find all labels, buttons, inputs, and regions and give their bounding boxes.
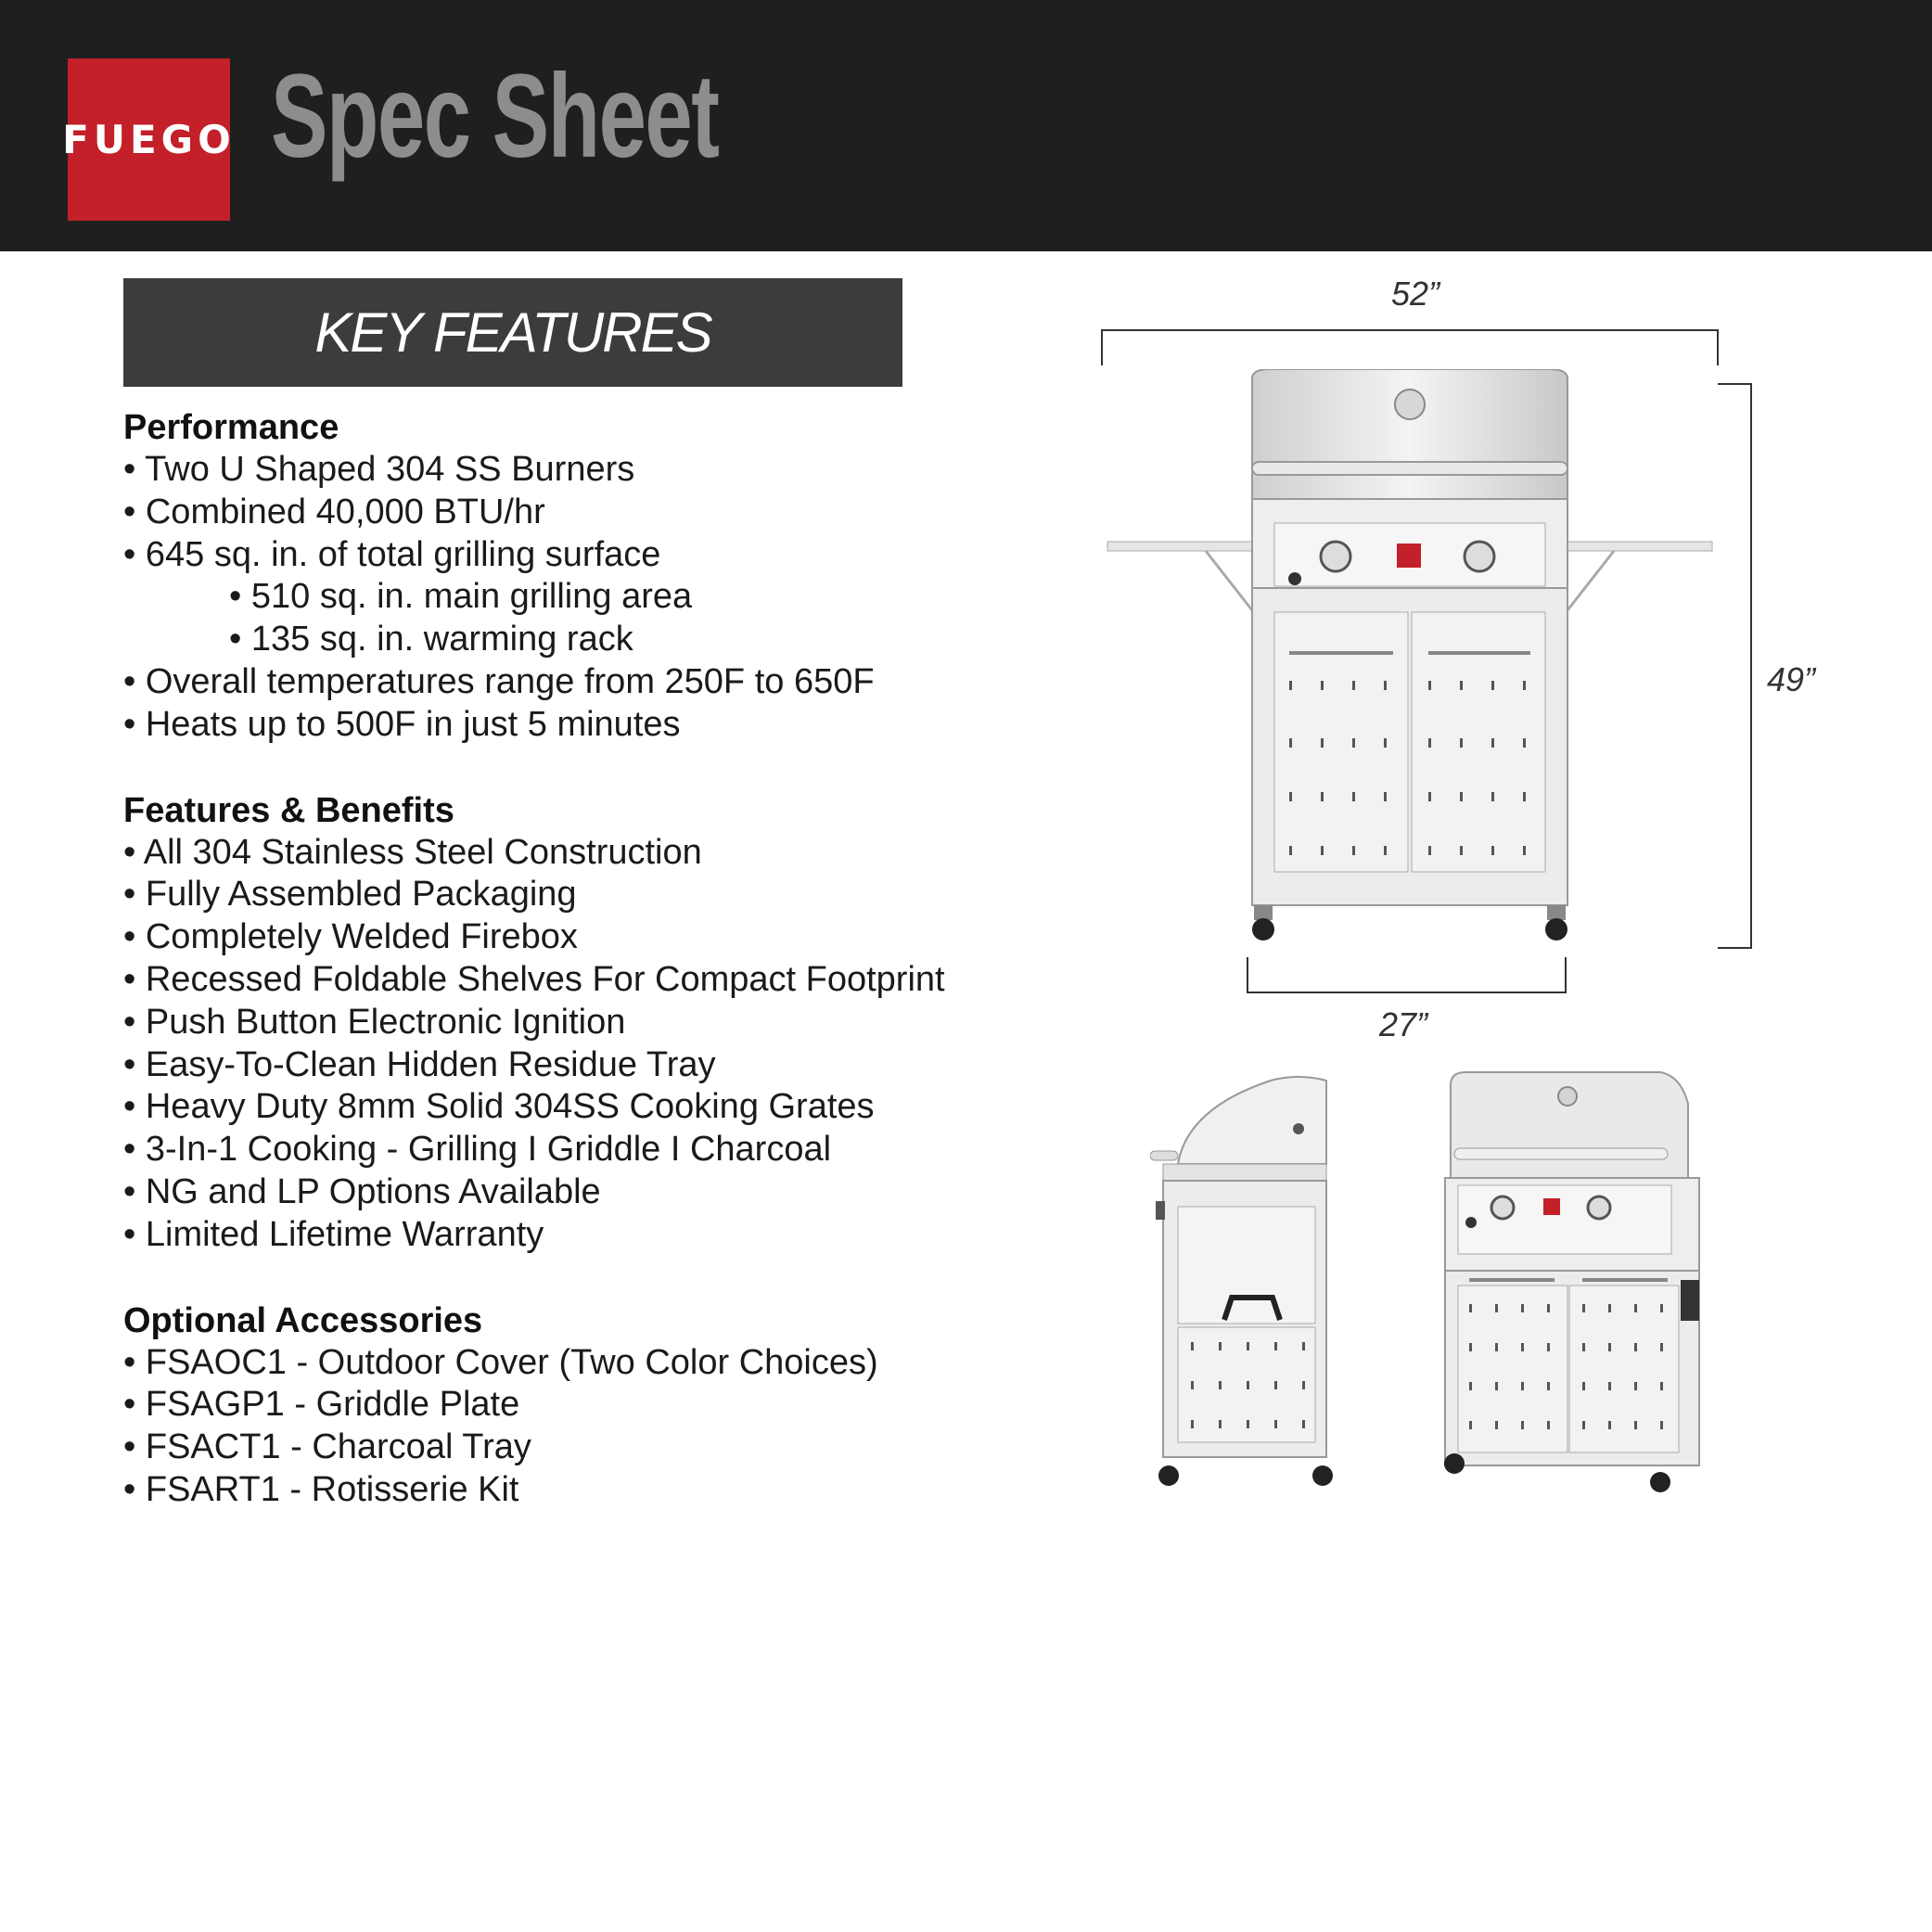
list-item: • FSACT1 - Charcoal Tray: [123, 1427, 531, 1467]
list-item: • Completely Welded Firebox: [123, 917, 578, 957]
list-item: • Heavy Duty 8mm Solid 304SS Cooking Grates: [123, 1087, 875, 1127]
list-item: • Heats up to 500F in just 5 minutes: [123, 704, 681, 744]
dimension-height: 49”: [1767, 660, 1816, 698]
list-item: • 645 sq. in. of total grilling surface: [123, 534, 661, 574]
section-title: Performance: [123, 408, 339, 447]
dimension-width-body: 27”: [1379, 1005, 1428, 1043]
page-title: Spec Sheet: [271, 50, 719, 183]
grill-angle-image: [1438, 1067, 1707, 1503]
list-item: • NG and LP Options Available: [123, 1171, 601, 1211]
grill-side-image: [1150, 1071, 1373, 1498]
dimension-width-shelves: 52”: [1391, 275, 1440, 313]
list-item: • Push Button Electronic Ignition: [123, 1002, 626, 1042]
list-item: • FSART1 - Rotisserie Kit: [123, 1469, 519, 1509]
list-subitem: • 135 sq. in. warming rack: [229, 620, 633, 659]
section-title: Features & Benefits: [123, 790, 454, 830]
list-item: • Overall temperatures range from 250F to 650F: [123, 661, 875, 701]
list-item: • 3-In-1 Cooking - Grilling I Griddle I Charcoal: [123, 1130, 832, 1170]
list-item: • Combined 40,000 BTU/hr: [123, 492, 545, 531]
key-features-heading: KEY FEATURES: [314, 301, 711, 364]
list-item: • FSAGP1 - Griddle Plate: [123, 1385, 520, 1425]
list-item: • Two U Shaped 304 SS Burners: [123, 450, 635, 489]
list-item: • FSAOC1 - Outdoor Cover (Two Color Choices): [123, 1342, 878, 1382]
list-subitem: • 510 sq. in. main grilling area: [229, 577, 693, 617]
list-item: • Easy-To-Clean Hidden Residue Tray: [123, 1044, 716, 1084]
list-item: • Fully Assembled Packaging: [123, 875, 577, 915]
list-item: • Recessed Foldable Shelves For Compact Footprint: [123, 959, 945, 999]
list-item: • All 304 Stainless Steel Construction: [123, 832, 702, 872]
list-item: • Limited Lifetime Warranty: [123, 1214, 544, 1254]
brand-name: FUEGO: [62, 117, 236, 162]
grill-front-image: [1104, 369, 1716, 953]
section-title: Optional Accessories: [123, 1300, 483, 1340]
